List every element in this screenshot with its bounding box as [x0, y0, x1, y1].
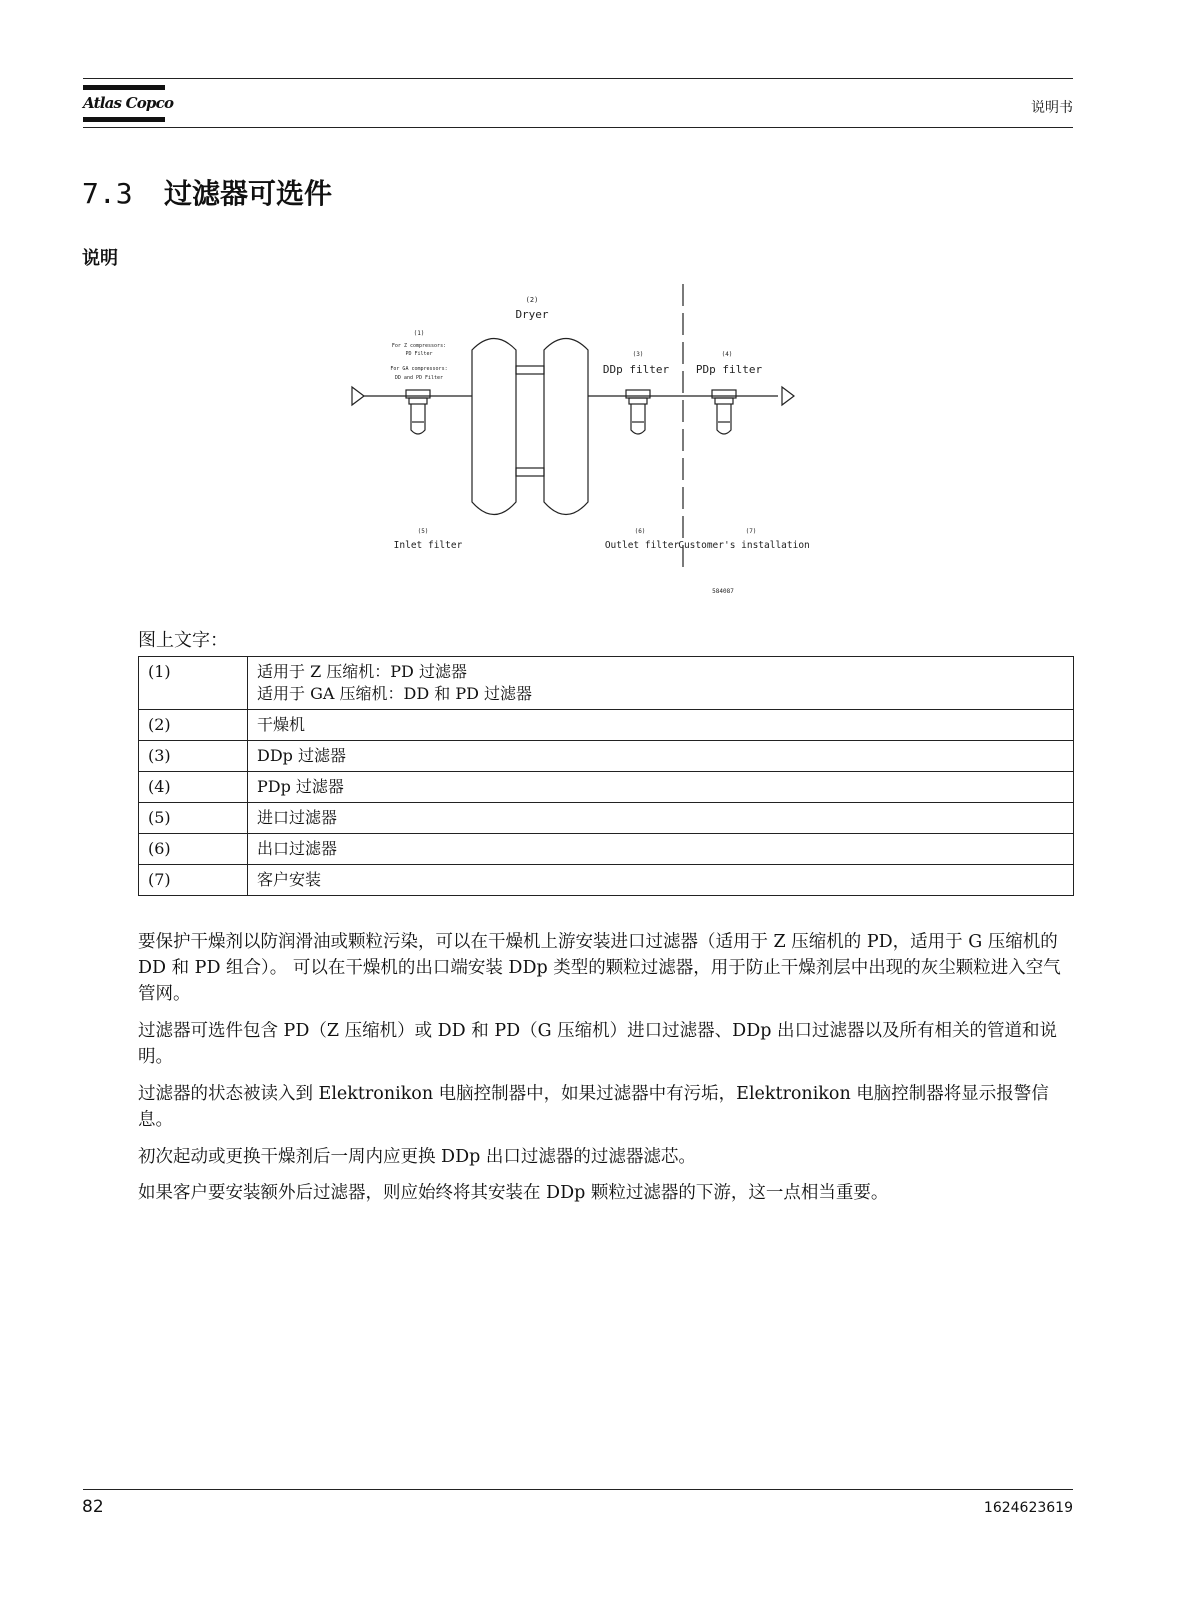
paragraph-filter-kit-contents: 过滤器可选件包含 PD（Z 压缩机）或 DD 和 PD（G 压缩机）进口过滤器、DDp 出口过滤器以及所有相关的管道和说明。 [138, 1021, 1058, 1067]
inlet-filter-shape [406, 390, 430, 434]
legend-caption: 图上文字： [138, 630, 228, 651]
header-top-rule [83, 78, 1073, 79]
section-number: 7.3 [82, 177, 133, 210]
paragraph-after-filter-note: 如果客户要安装额外后过滤器，则应始终将其安装在 DDp 颗粒过滤器的下游，这一点相当重要。 [138, 1183, 889, 1203]
label-figure-ref: 584087 [712, 588, 734, 595]
label-customer-installation: Customer's installation [678, 540, 810, 551]
logo-wordmark: Atlas Copco [83, 94, 174, 112]
legend-value: DDp 过滤器 [248, 741, 1074, 772]
dryer-vessel-right [544, 339, 588, 515]
pdp-filter-shape [712, 390, 736, 434]
legend-value-line: 适用于 GA 压缩机：DD 和 PD 过滤器 [257, 684, 533, 703]
label-n6: (6) [634, 528, 646, 535]
legend-value: 进口过滤器 [248, 803, 1074, 834]
dryer-link-bottom [516, 468, 544, 476]
footer-rule [83, 1489, 1073, 1490]
page-number: 82 [82, 1497, 104, 1517]
label-pdp-num: (4) [721, 351, 733, 358]
filter-diagram [340, 282, 820, 607]
legend-value: PDp 过滤器 [248, 772, 1074, 803]
subsection-heading: 说明 [82, 248, 118, 269]
label-n7: (7) [745, 528, 757, 535]
legend-key: (7) [139, 865, 248, 896]
section-heading [82, 172, 332, 212]
legend-key: (4) [139, 772, 248, 803]
logo-bar-bottom [83, 117, 165, 122]
logo-bar-top [83, 85, 165, 90]
section-title: 过滤器可选件 [164, 177, 333, 210]
legend-table [138, 656, 1074, 896]
legend-key: (2) [139, 710, 248, 741]
table-row [139, 803, 1074, 834]
legend-key: (1) [139, 657, 248, 710]
table-row [139, 710, 1074, 741]
legend-key: (3) [139, 741, 248, 772]
label-inlet-num: (1) [413, 330, 425, 337]
label-inlet-ga: For GA compressors: [390, 366, 448, 372]
label-inlet-filter: Inlet filter [393, 540, 463, 551]
label-ddp: DDp filter [602, 363, 670, 376]
table-row [139, 865, 1074, 896]
header-bottom-rule [83, 127, 1073, 128]
dryer-vessel-left [472, 339, 516, 515]
atlas-copco-logo [83, 85, 174, 125]
legend-value: 干燥机 [248, 710, 1074, 741]
legend-key: (6) [139, 834, 248, 865]
legend-value-line: 适用于 Z 压缩机：PD 过滤器 [257, 662, 467, 681]
table-row [139, 657, 1074, 710]
dryer-link-top [516, 366, 544, 374]
paragraph-elektronikon-status: 过滤器的状态被读入到 Elektronikon 电脑控制器中，如果过滤器中有污垢，Elektronikon 电脑控制器将显示报警信息。 [138, 1084, 1049, 1130]
table-row [139, 741, 1074, 772]
label-inlet-ga2: DD and PD Filter [394, 375, 444, 381]
legend-value: 客户安装 [248, 865, 1074, 896]
label-ddp-num: (3) [632, 351, 644, 358]
legend-key: (5) [139, 803, 248, 834]
label-inlet-z: For Z compressors: [391, 343, 447, 349]
table-row [139, 834, 1074, 865]
legend-value [248, 657, 1074, 710]
table-row [139, 772, 1074, 803]
label-pdp: PDp filter [695, 363, 763, 376]
label-n5: (5) [417, 528, 429, 535]
document-number: 1624623619 [983, 1500, 1073, 1516]
paragraph-desiccant-protection: 要保护干燥剂以防润滑油或颗粒污染，可以在干燥机上游安装进口过滤器（适用于 Z 压缩机的 PD，适用于 G 压缩机的 DD 和 PD 组合）。 可以在干燥机的出口端安装 DDp 类型的颗粒过滤器，用于防止干燥剂层中出现的灰尘颗粒进入空气管网。 [138, 932, 1061, 1004]
document-type-label: 说明书 [1031, 100, 1073, 116]
paragraph-element-replacement: 初次起动或更换干燥剂后一周内应更换 DDp 出口过滤器的过滤器滤芯。 [138, 1147, 696, 1167]
outlet-arrow [782, 387, 794, 405]
ddp-filter-shape [626, 390, 650, 434]
inlet-arrow [352, 387, 364, 405]
label-dryer-num: (2) [525, 296, 539, 304]
label-outlet-filter: Outlet filter [604, 540, 680, 551]
legend-value: 出口过滤器 [248, 834, 1074, 865]
label-dryer: Dryer [515, 308, 549, 321]
label-inlet-z2: PD Filter [405, 351, 433, 357]
